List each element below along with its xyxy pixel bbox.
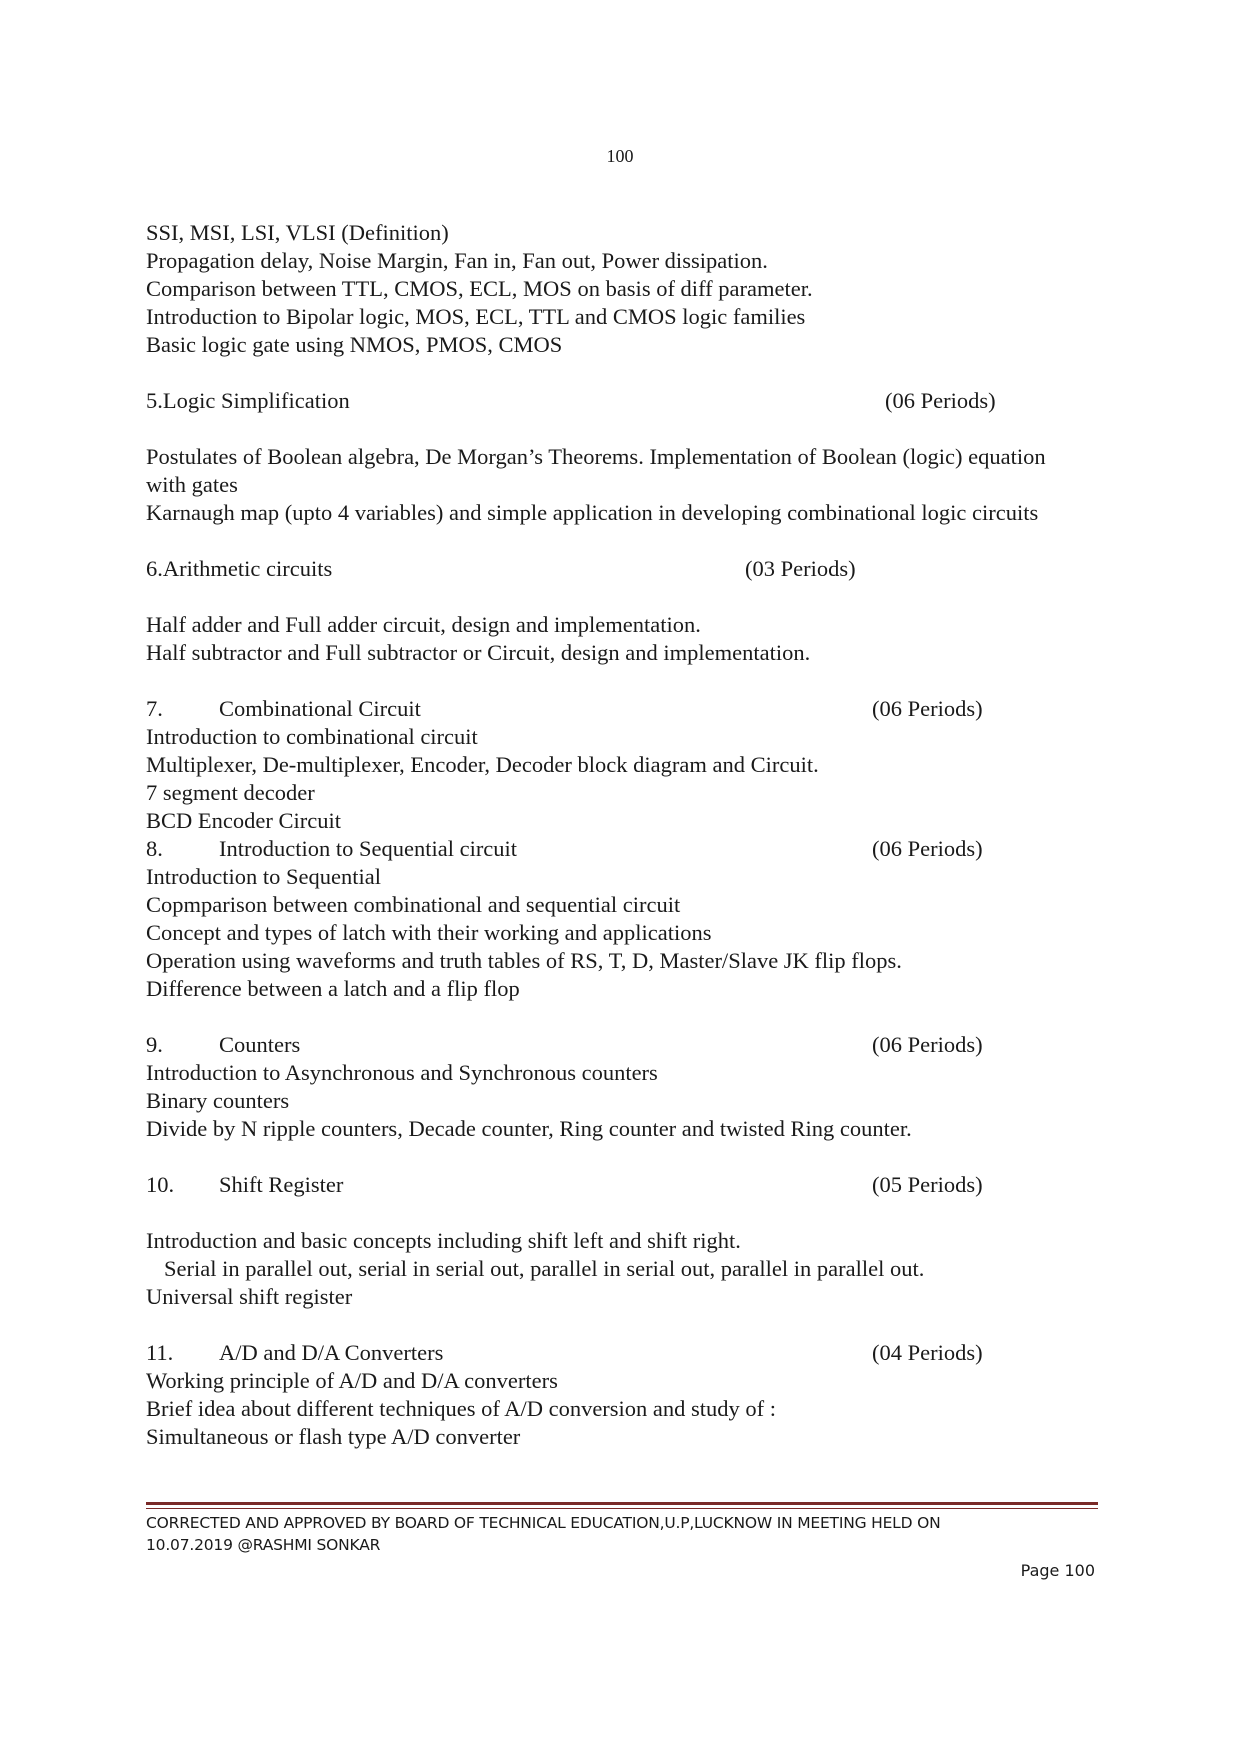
section-10-heading bbox=[146, 1171, 1046, 1199]
section-line: Introduction and basic concepts including shift left and shift right. bbox=[146, 1228, 741, 1253]
section-6-heading bbox=[146, 555, 1046, 583]
intro-line: Introduction to Bipolar logic, MOS, ECL, TTL and CMOS logic families bbox=[146, 304, 806, 329]
section-number: 9. bbox=[146, 1032, 163, 1057]
page-number-top: 100 bbox=[606, 146, 634, 166]
section-line: Working principle of A/D and D/A converters bbox=[146, 1368, 558, 1393]
footer-approval-line: CORRECTED AND APPROVED BY BOARD OF TECHNICAL EDUCATION,U.P,LUCKNOW IN MEETING HELD ON bbox=[146, 1514, 941, 1532]
footer-rule-thin bbox=[146, 1508, 1098, 1509]
section-5-paragraph: Postulates of Boolean algebra, De Morgan’s Theorems. Implementation of Boolean (logic) equation with gates bbox=[146, 444, 1046, 497]
section-line: Introduction to Asynchronous and Synchronous counters bbox=[146, 1060, 658, 1085]
section-title: 6.Arithmetic circuits bbox=[146, 556, 333, 581]
section-title: A/D and D/A Converters bbox=[219, 1340, 444, 1365]
section-periods: (05 Periods) bbox=[872, 1172, 983, 1197]
section-number: 7. bbox=[146, 696, 163, 721]
section-line: Universal shift register bbox=[146, 1284, 353, 1309]
footer-rule bbox=[146, 1502, 1098, 1505]
section-9-heading bbox=[146, 1031, 1046, 1059]
section-title: Shift Register bbox=[219, 1172, 344, 1197]
section-line: Difference between a latch and a flip flop bbox=[146, 976, 520, 1001]
intro-line: Basic logic gate using NMOS, PMOS, CMOS bbox=[146, 332, 563, 357]
section-title: Combinational Circuit bbox=[219, 696, 421, 721]
section-line: Brief idea about different techniques of A/D conversion and study of : bbox=[146, 1396, 777, 1421]
section-line: Divide by N ripple counters, Decade counter, Ring counter and twisted Ring counter. bbox=[146, 1116, 912, 1141]
intro-line: Propagation delay, Noise Margin, Fan in, Fan out, Power dissipation. bbox=[146, 248, 768, 273]
footer-date-line: 10.07.2019 @RASHMI SONKAR bbox=[146, 1536, 381, 1554]
section-line: Concept and types of latch with their working and applications bbox=[146, 920, 712, 945]
section-5-paragraph: Karnaugh map (upto 4 variables) and simple application in developing combinational logic circuits bbox=[146, 500, 1039, 525]
section-periods: (06 Periods) bbox=[872, 1032, 983, 1057]
section-line: Half adder and Full adder circuit, design and implementation. bbox=[146, 612, 701, 637]
section-periods: (04 Periods) bbox=[872, 1340, 983, 1365]
section-periods: (06 Periods) bbox=[872, 696, 983, 721]
section-periods: (03 Periods) bbox=[745, 556, 856, 581]
section-line: Serial in parallel out, serial in serial out, parallel in serial out, parallel in parallel out. bbox=[164, 1256, 925, 1281]
intro-line: Comparison between TTL, CMOS, ECL, MOS on basis of diff parameter. bbox=[146, 276, 813, 301]
section-line: Introduction to combinational circuit bbox=[146, 724, 478, 749]
section-periods: (06 Periods) bbox=[885, 388, 996, 413]
section-line: BCD Encoder Circuit bbox=[146, 808, 341, 833]
section-title: Counters bbox=[219, 1032, 301, 1057]
section-7-heading bbox=[146, 695, 1046, 723]
footer-page-number: Page 100 bbox=[1020, 1561, 1095, 1580]
section-periods: (06 Periods) bbox=[872, 836, 983, 861]
section-line: Multiplexer, De-multiplexer, Encoder, Decoder block diagram and Circuit. bbox=[146, 752, 819, 777]
section-5-heading bbox=[146, 387, 1046, 415]
section-number: 11. bbox=[146, 1340, 174, 1365]
syllabus-content bbox=[146, 219, 1046, 1451]
intro-line: SSI, MSI, LSI, VLSI (Definition) bbox=[146, 220, 449, 245]
section-title: 5.Logic Simplification bbox=[146, 388, 350, 413]
section-line: Copmparison between combinational and sequential circuit bbox=[146, 892, 681, 917]
section-line: Simultaneous or flash type A/D converter bbox=[146, 1424, 521, 1449]
section-number: 8. bbox=[146, 836, 163, 861]
footer bbox=[146, 1512, 1098, 1556]
section-8-heading bbox=[146, 835, 1046, 863]
section-line: Operation using waveforms and truth tables of RS, T, D, Master/Slave JK flip flops. bbox=[146, 948, 902, 973]
section-11-heading bbox=[146, 1339, 1046, 1367]
section-line: Half subtractor and Full subtractor or Circuit, design and implementation. bbox=[146, 640, 811, 665]
section-number: 10. bbox=[146, 1172, 175, 1197]
section-title: Introduction to Sequential circuit bbox=[219, 836, 518, 861]
section-line: 7 segment decoder bbox=[146, 780, 315, 805]
section-line: Introduction to Sequential bbox=[146, 864, 381, 889]
section-line: Binary counters bbox=[146, 1088, 290, 1113]
